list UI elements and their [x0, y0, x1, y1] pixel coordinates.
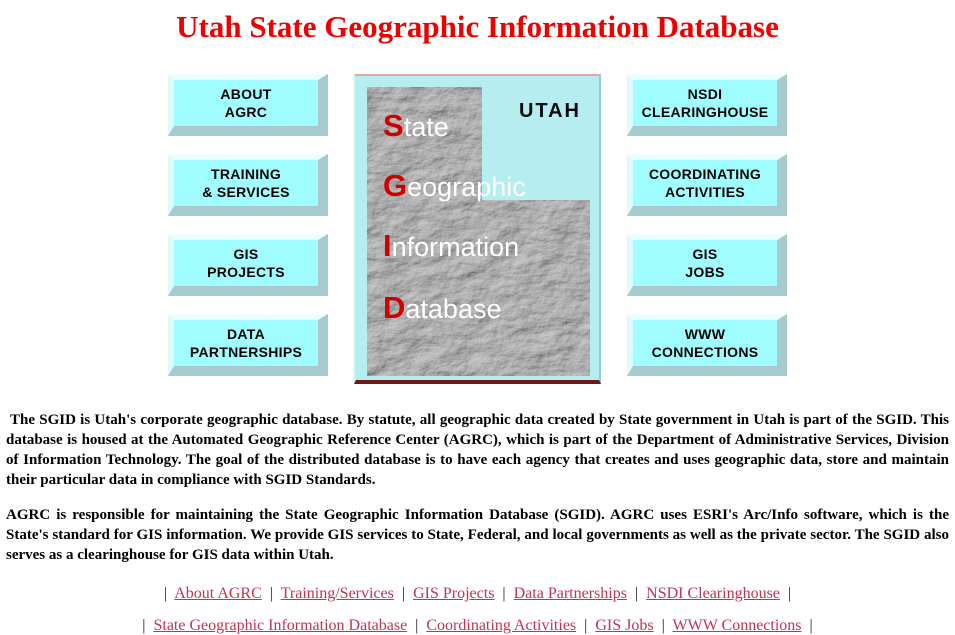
button-about-agrc[interactable] [168, 74, 328, 136]
button-label: DATA [226, 326, 265, 343]
button-coordinating-activities[interactable] [627, 154, 787, 216]
intro-paragraph-agrc: AGRC is responsible for maintaining the State Geographic Information Database (SGID). AGRC uses ESRI's Arc/Info software, which is the State's standard for GIS information. We provide GIS services to State, Federal, and local governments as well as the private sector. The SGID also serves as a clearinghouse for GIS data within Utah. [6, 506, 949, 563]
nav-row-1 [0, 585, 955, 603]
button-label: ACTIVITIES [664, 184, 745, 201]
nav-separator: | [584, 616, 588, 634]
button-training-services[interactable] [168, 154, 328, 216]
hero-section [0, 74, 955, 384]
utah-state-label: UTAH [518, 100, 581, 123]
nav-separator: | [787, 584, 792, 602]
page-title: Utah State Geographic Information Database [176, 9, 779, 44]
nav-separator: | [269, 584, 273, 602]
button-label: PARTNERSHIPS [189, 344, 303, 361]
button-label: NSDI [687, 86, 723, 103]
button-label: AGRC [224, 104, 268, 121]
button-label: CONNECTIONS [651, 344, 759, 361]
nav-separator: | [401, 584, 406, 602]
map-word-initial: D [383, 290, 406, 326]
map-word-rest: nformation [391, 232, 520, 263]
button-label: GIS [692, 246, 718, 263]
nav-separator: | [634, 584, 639, 602]
nav-link-data-partnerships[interactable]: Data Partnerships [513, 584, 627, 602]
nav-separator: | [661, 616, 665, 634]
map-word-geographic [383, 168, 526, 204]
button-label: CLEARINGHOUSE [641, 104, 769, 121]
button-nsdi-clearinghouse[interactable] [627, 74, 787, 136]
map-word-rest: tate [403, 112, 449, 143]
nav-link-coordinating-activities[interactable]: Coordinating Activities [426, 616, 577, 634]
button-label: WWW [684, 326, 726, 343]
map-word-information [383, 228, 519, 264]
nav-link-state-geographic-information-database[interactable]: State Geographic Information Database [153, 616, 408, 634]
map-word-rest: atabase [405, 294, 502, 325]
map-word-initial: I [383, 228, 392, 264]
left-button-column [168, 74, 328, 376]
map-word-initial: S [383, 108, 404, 144]
button-www-connections[interactable] [627, 314, 787, 376]
nav-link-gis-jobs[interactable]: GIS Jobs [595, 616, 654, 634]
intro-paragraph-sgid: The SGID is Utah's corporate geographic database. By statute, all geographic data created by State government in Utah is part of the SGID. This database is housed at the Automated Geographic Reference Center (AGRC), which is part of the Department of Administrative Services, Division of Information Technology. The goal of the distributed database is to have each agency that creates and uses geographic data, store and maintain their particular data in compliance with SGID Standards. [6, 412, 949, 488]
nav-link-gis-projects[interactable]: GIS Projects [413, 584, 495, 602]
button-label: PROJECTS [207, 264, 285, 281]
button-data-partnerships[interactable] [168, 314, 328, 376]
button-gis-jobs[interactable] [627, 234, 787, 296]
button-label: TRAINING [210, 166, 282, 183]
map-word-state [383, 108, 449, 144]
nav-link-about-agrc[interactable]: About AGRC [174, 584, 262, 602]
right-button-column [627, 74, 787, 376]
map-word-initial: G [383, 168, 408, 204]
nav-separator: | [809, 616, 813, 634]
button-label: JOBS [685, 264, 725, 281]
nav-separator: | [502, 584, 506, 602]
button-label: & SERVICES [202, 184, 290, 201]
button-gis-projects[interactable] [168, 234, 328, 296]
utah-map-image[interactable] [354, 74, 601, 384]
map-word-database [383, 290, 501, 326]
nav-link-nsdi-clearinghouse[interactable]: NSDI Clearinghouse [646, 584, 780, 602]
map-word-rest: eographic [407, 172, 526, 203]
button-label: COORDINATING [648, 166, 762, 183]
nav-separator: | [142, 616, 146, 634]
nav-link-www-connections[interactable]: WWW Connections [672, 616, 802, 634]
nav-separator: | [415, 616, 419, 634]
nav-separator: | [163, 584, 168, 602]
button-label: GIS [233, 246, 259, 263]
button-label: ABOUT [220, 86, 272, 103]
nav-link-training-services[interactable]: Training/Services [280, 584, 394, 602]
